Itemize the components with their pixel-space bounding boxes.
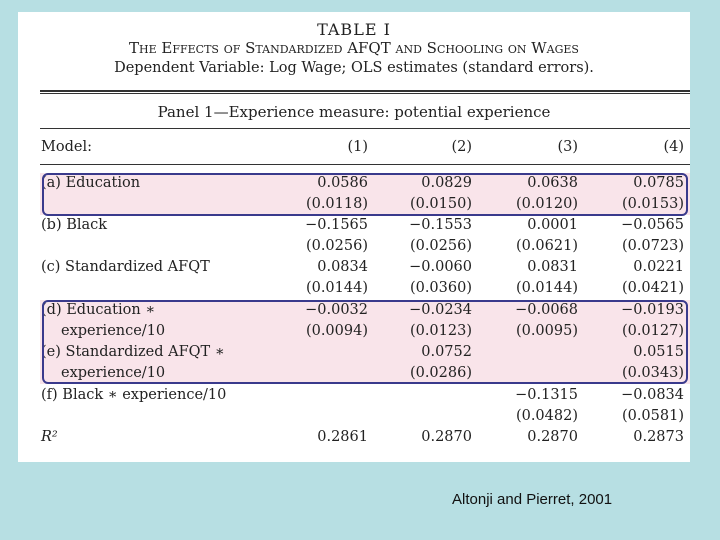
cell-a-3: 0.0638 xyxy=(527,175,578,191)
cell-b-4: −0.0565 xyxy=(621,217,684,233)
cell-e-se-2: (0.0286) xyxy=(409,365,472,381)
cell-c-se-3: (0.0144) xyxy=(515,280,578,296)
cell-a-1: 0.0586 xyxy=(317,175,368,191)
cell-r2-3: 0.2870 xyxy=(527,429,578,445)
header-col-4: (4) xyxy=(663,139,684,155)
cell-b-3: 0.0001 xyxy=(527,217,578,233)
row-label-black: (b) Black xyxy=(41,217,108,233)
row-label-afqt-exp: (e) Standardized AFQT ∗ xyxy=(41,344,225,360)
source-citation: Altonji and Pierret, 2001 xyxy=(452,491,613,508)
row-label-education-exp-cont: experience/10 xyxy=(61,323,166,339)
table-dependent-variable: Dependent Variable: Log Wage; OLS estimates (standard errors). xyxy=(114,60,594,76)
cell-f-3: −0.1315 xyxy=(515,387,578,403)
table-title: TABLE I xyxy=(317,20,391,39)
cell-a-2: 0.0829 xyxy=(421,175,472,191)
row-label-education: (a) Education xyxy=(41,175,141,191)
cell-a-se-1: (0.0118) xyxy=(305,196,368,212)
cell-c-se-4: (0.0421) xyxy=(621,280,684,296)
cell-e-4: 0.0515 xyxy=(633,344,684,360)
cell-d-3: −0.0068 xyxy=(515,302,578,318)
cell-f-4: −0.0834 xyxy=(621,387,684,403)
cell-b-se-2: (0.0256) xyxy=(409,238,472,254)
cell-c-1: 0.0834 xyxy=(317,259,368,275)
row-label-r-squared: R² xyxy=(41,429,58,445)
highlight-box-education xyxy=(42,173,688,216)
cell-d-se-3: (0.0095) xyxy=(515,323,578,339)
row-label-afqt-exp-cont: experience/10 xyxy=(61,365,166,381)
cell-b-se-3: (0.0621) xyxy=(515,238,578,254)
top-rule xyxy=(40,90,690,92)
header-col-2: (2) xyxy=(451,139,472,155)
cell-a-se-4: (0.0153) xyxy=(621,196,684,212)
cell-c-4: 0.0221 xyxy=(633,259,684,275)
table-subtitle: The Effects of Standardized AFQT and Schooling on Wages xyxy=(129,39,579,57)
cell-b-se-1: (0.0256) xyxy=(305,238,368,254)
panel-rule xyxy=(40,128,690,129)
row-label-education-exp: (d) Education ∗ xyxy=(41,302,156,318)
cell-d-2: −0.0234 xyxy=(409,302,472,318)
highlight-box-interactions xyxy=(42,300,688,384)
panel-title: Panel 1—Experience measure: potential experience xyxy=(157,103,551,121)
cell-c-2: −0.0060 xyxy=(409,259,472,275)
cell-e-se-4: (0.0343) xyxy=(621,365,684,381)
header-rule xyxy=(40,164,690,165)
top-rule-thin xyxy=(40,93,690,94)
cell-e-2: 0.0752 xyxy=(421,344,472,360)
header-col-3: (3) xyxy=(557,139,578,155)
row-label-black-exp: (f) Black ∗ experience/10 xyxy=(41,387,227,403)
cell-b-2: −0.1553 xyxy=(409,217,472,233)
cell-f-se-4: (0.0581) xyxy=(621,408,684,424)
cell-b-se-4: (0.0723) xyxy=(621,238,684,254)
cell-r2-1: 0.2861 xyxy=(317,429,368,445)
cell-c-se-2: (0.0360) xyxy=(409,280,472,296)
cell-f-se-3: (0.0482) xyxy=(515,408,578,424)
cell-a-4: 0.0785 xyxy=(633,175,684,191)
cell-d-4: −0.0193 xyxy=(621,302,684,318)
cell-d-se-4: (0.0127) xyxy=(621,323,684,339)
cell-d-1: −0.0032 xyxy=(305,302,368,318)
cell-d-se-2: (0.0123) xyxy=(409,323,472,339)
cell-r2-2: 0.2870 xyxy=(421,429,472,445)
header-model-label: Model: xyxy=(41,139,92,155)
row-label-afqt: (c) Standardized AFQT xyxy=(41,259,210,275)
cell-c-3: 0.0831 xyxy=(527,259,578,275)
header-col-1: (1) xyxy=(347,139,368,155)
cell-b-1: −0.1565 xyxy=(305,217,368,233)
cell-a-se-3: (0.0120) xyxy=(515,196,578,212)
cell-a-se-2: (0.0150) xyxy=(409,196,472,212)
cell-c-se-1: (0.0144) xyxy=(305,280,368,296)
cell-r2-4: 0.2873 xyxy=(633,429,684,445)
cell-d-se-1: (0.0094) xyxy=(305,323,368,339)
table-image xyxy=(18,12,690,462)
